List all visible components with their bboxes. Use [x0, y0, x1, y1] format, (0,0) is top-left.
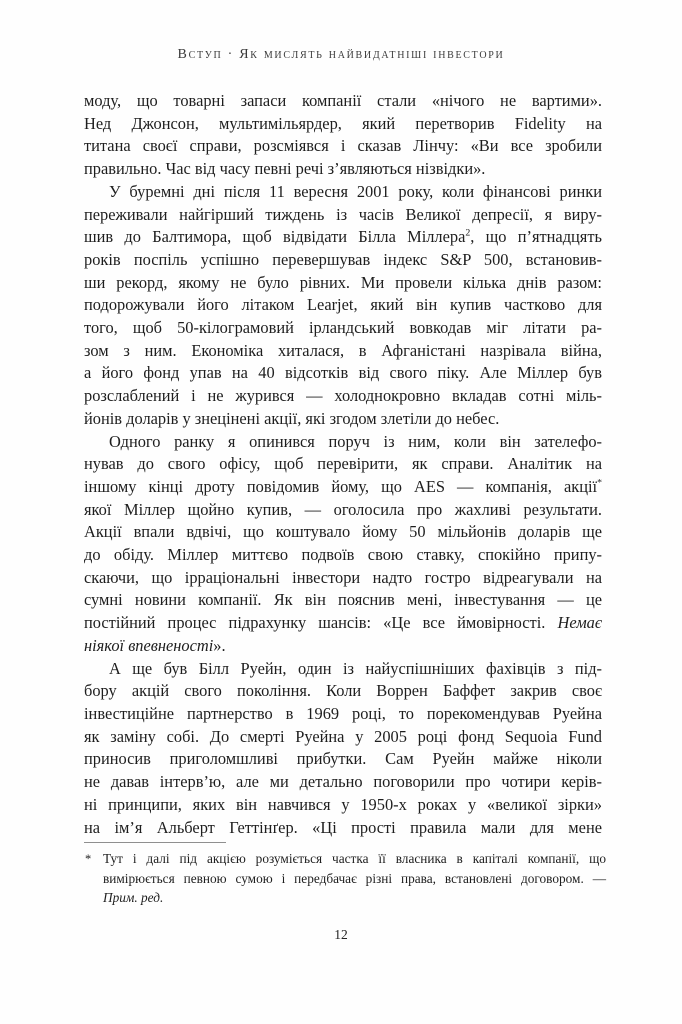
text-segment: приносив приголомшливі прибутки. Сам Руейн майже ніколи [84, 749, 602, 769]
text-line [84, 362, 602, 385]
text-segment: інвестиційне партнерство в 1969 році, то порекомендував Руейна [84, 703, 602, 723]
text-line [84, 635, 602, 658]
text-segment: Одного ранку я опинився поруч із ним, коли він зателефо- [109, 431, 602, 451]
text-line [84, 90, 602, 113]
text-line [84, 771, 602, 794]
text-segment: Тут і далі під акцією розуміється частка її власника в капіталі компанії, що [103, 851, 606, 866]
text-segment: , що п’ятнадцять [470, 227, 602, 247]
footnote-marker: * [85, 852, 92, 866]
text-segment: як заміну собі. До смерті Руейна у 2005 році фонд Sequoia Fund [84, 726, 602, 746]
text-segment: сумні новини компанії. Як він пояснив мені, інвестування — це [84, 590, 602, 610]
text-line [84, 408, 602, 431]
text-segment: Нед Джонсон, мультимільярдер, який перетворив Fidelity на [84, 113, 602, 133]
text-segment: а його фонд упав на 40 відсотків від свого піку. Але Міллер був [84, 363, 602, 383]
text-segment: Акції впали вдвічі, що коштувало йому 50 мільйонів доларів ще [84, 522, 602, 542]
text-line [103, 849, 606, 869]
page-number: 12 [334, 927, 348, 942]
text-segment: правильно. Час від часу певні речі з’являються нізвідки». [84, 159, 486, 179]
text-segment: до обіду. Міллер миттєво подвоїв свою ставку, спокійно припу- [84, 545, 602, 565]
text-segment: іншому кінці дроту повідомив йому, що AES — компанія, акції [84, 476, 598, 496]
text-segment: переживали найгірший тиждень із часів Великої депресії, я виру- [84, 204, 602, 224]
text-line [84, 453, 602, 476]
text-line [84, 158, 602, 181]
text-segment: ши рекорд, якому не було рівних. Ми провели кілька днів разом: [84, 272, 602, 292]
text-line [84, 589, 602, 612]
text-line [84, 181, 602, 204]
text-segment: якої Міллер щойно купив, — оголосила про жахливі результати. [84, 499, 602, 519]
text-segment: нував до свого офісу, щоб перевірити, як справи. Аналітик на [84, 454, 602, 474]
text-segment: бору акцій свого покоління. Коли Воррен Баффет закрив своє [84, 681, 602, 701]
text-segment: йонів доларів у знецінені акції, які згодом злетіли до небес. [84, 408, 500, 428]
running-header: Вступ · Як мислять найвидатніші інвестори [177, 47, 505, 62]
text-segment: ». [213, 635, 226, 655]
text-line [84, 294, 602, 317]
text-segment: У буремні дні після 11 вересня 2001 року, коли фінансові ринки [109, 181, 602, 201]
text-line [103, 888, 606, 908]
footnote-reference: * [597, 477, 602, 489]
text-line [84, 794, 602, 817]
text-line [84, 272, 602, 295]
text-line [84, 317, 602, 340]
text-segment: не давав інтерв’ю, але ми детально поговорили про чотири керів- [84, 772, 602, 792]
text-line [84, 658, 602, 681]
body-text [84, 90, 602, 839]
text-segment: подорожували його літаком Learjet, який він купив частково для [84, 295, 602, 315]
text-segment: ні принципи, яких він навчився у 1950-х роках у «великої зірки» [84, 794, 602, 814]
text-segment: того, щоб 50-кілограмовий ірландський вовкодав міг літати ра- [84, 318, 602, 338]
text-line [84, 521, 602, 544]
text-segment: шив до Балтимора, щоб відвідати Білла Міллера [84, 227, 466, 247]
text-segment: Немає [557, 613, 602, 633]
footnote-text [84, 849, 606, 908]
text-line [84, 726, 602, 749]
text-line [84, 748, 602, 771]
text-line [84, 249, 602, 272]
text-segment: моду, що товарні запаси компанії стали «нічого не вартими». [84, 91, 602, 110]
text-line [84, 135, 602, 158]
text-segment: зом з ним. Економіка хиталася, в Афганістані назрівала війна, [84, 340, 602, 360]
text-segment: ніякої впевненості [84, 635, 214, 655]
text-line [84, 544, 602, 567]
footnote [84, 849, 606, 908]
text-line [84, 680, 602, 703]
text-line [84, 817, 602, 840]
footnote-reference: 2 [465, 227, 471, 239]
text-line [84, 226, 602, 249]
text-line [84, 499, 602, 522]
text-line [103, 869, 606, 889]
text-line [84, 567, 602, 590]
text-line [84, 431, 602, 454]
text-line [84, 204, 602, 227]
text-line [84, 612, 602, 635]
text-segment: скаючи, що ірраціональні інвестори надто гостро відреагували на [84, 567, 602, 587]
text-segment: постійний процес підрахунку шансів: «Це все ймовірності. [84, 613, 558, 633]
text-line [84, 703, 602, 726]
text-segment: титана своєї справи, розсміявся і сказав Лінчу: «Ви все зробили [84, 136, 602, 156]
text-segment: років поспіль успішно перевершував індекс S&P 500, встановив- [84, 249, 602, 269]
footnote-separator [84, 842, 226, 843]
text-line [84, 385, 602, 408]
text-line [84, 476, 602, 499]
text-segment: Прим. ред. [103, 890, 164, 905]
text-line [84, 113, 602, 136]
text-segment: розслаблений і не журився — холоднокровно вкладав сотні міль- [84, 386, 602, 406]
text-segment: на ім’я Альберт Геттінґер. «Ці прості правила мали для мене [84, 817, 602, 837]
text-segment: А ще був Білл Руейн, один із найуспішніших фахівців з під- [109, 658, 602, 678]
text-segment: вимірюється певною сумою і передбачає різні права, встановлені договором. — [103, 870, 606, 886]
text-line [84, 340, 602, 363]
